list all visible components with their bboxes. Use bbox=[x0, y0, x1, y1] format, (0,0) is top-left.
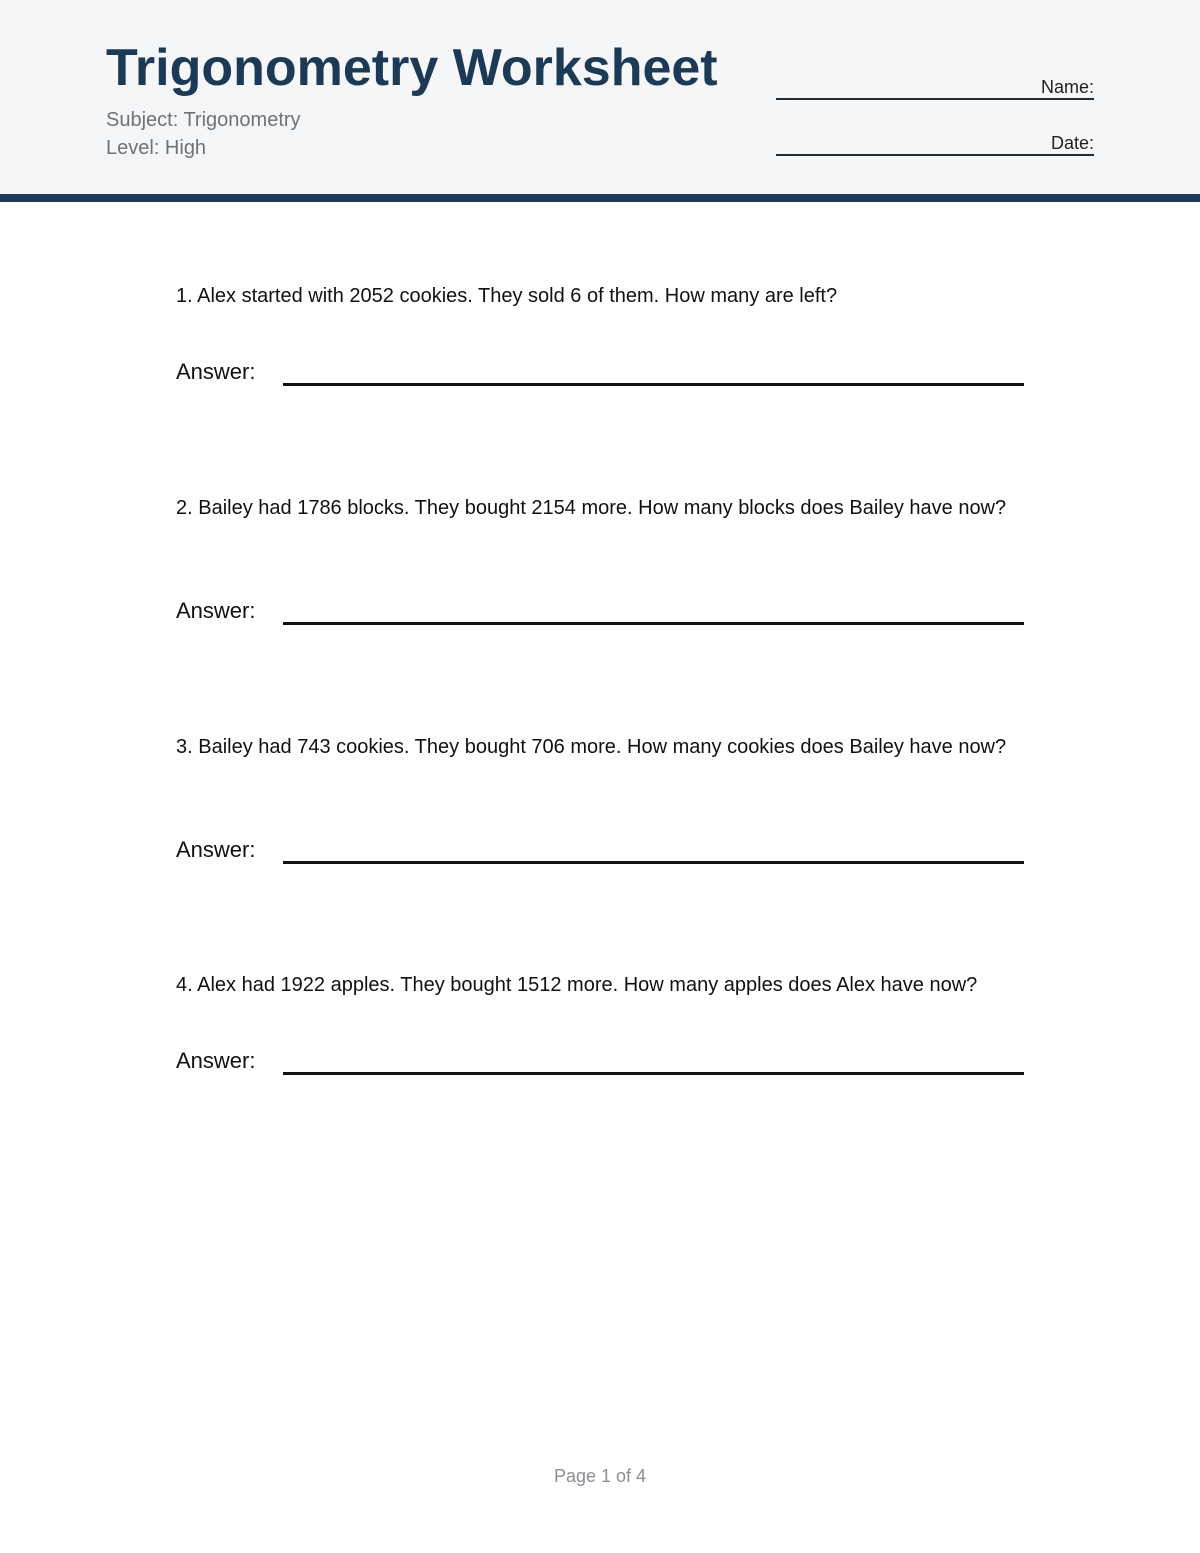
header-divider bbox=[0, 194, 1200, 202]
answer-line-1[interactable] bbox=[283, 383, 1024, 386]
question-3: 3. Bailey had 743 cookies. They bought 706 more. How many cookies does Bailey have now? bbox=[176, 736, 1007, 758]
answer-line-3[interactable] bbox=[283, 861, 1024, 864]
answer-line-2[interactable] bbox=[283, 622, 1024, 625]
name-field[interactable] bbox=[776, 72, 1094, 100]
answer-row-3 bbox=[176, 836, 1024, 866]
question-2: 2. Bailey had 1786 blocks. They bought 2154 more. How many blocks does Bailey have now? bbox=[176, 497, 1007, 519]
answer-label: Answer: bbox=[176, 1048, 256, 1073]
page-title: Trigonometry Worksheet bbox=[106, 39, 718, 97]
answer-line-4[interactable] bbox=[283, 1072, 1024, 1075]
question-1: 1. Alex started with 2052 cookies. They sold 6 of them. How many are left? bbox=[176, 285, 838, 307]
worksheet-header bbox=[0, 0, 1200, 194]
answer-row-4 bbox=[176, 1047, 1024, 1077]
answer-row-2 bbox=[176, 597, 1024, 627]
date-label: Date: bbox=[1050, 133, 1094, 153]
level-label: Level: High bbox=[106, 137, 207, 159]
answer-label: Answer: bbox=[176, 598, 256, 623]
name-label: Name: bbox=[1040, 77, 1094, 97]
answer-row-1 bbox=[176, 358, 1024, 388]
question-4: 4. Alex had 1922 apples. They bought 1512 more. How many apples does Alex have now? bbox=[176, 974, 978, 996]
answer-label: Answer: bbox=[176, 837, 256, 862]
answer-label: Answer: bbox=[176, 359, 256, 384]
subject-label: Subject: Trigonometry bbox=[106, 109, 301, 131]
date-field[interactable] bbox=[776, 128, 1094, 156]
page-indicator: Page 1 of 4 bbox=[553, 1466, 647, 1486]
